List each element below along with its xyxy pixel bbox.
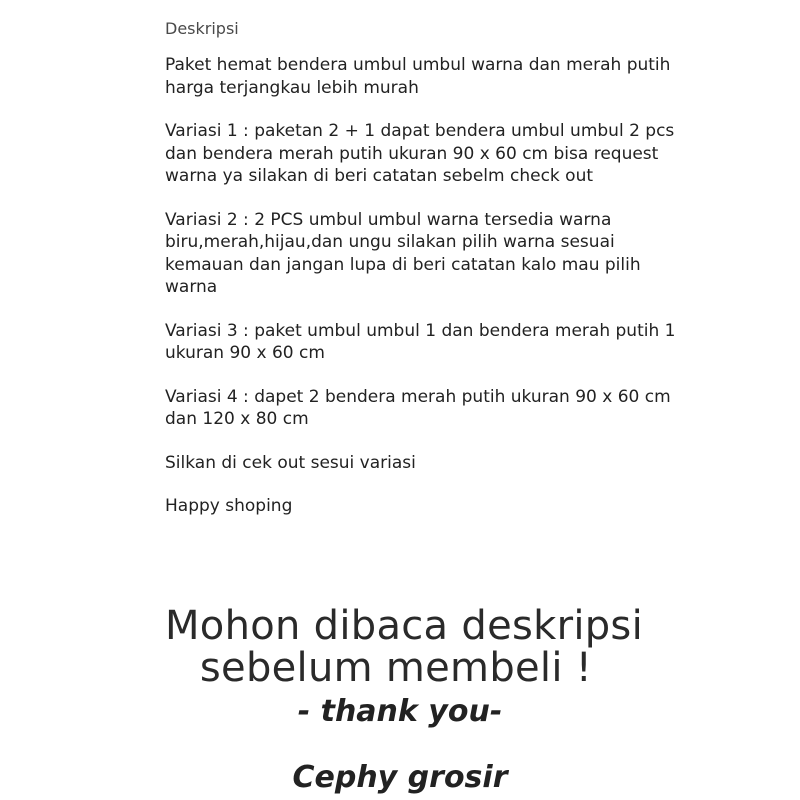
text-line: dan bendera merah putih ukuran 90 x 60 cm bisa request [165,143,659,164]
description-section [165,18,765,539]
paragraph-variant-4 [165,386,765,431]
paragraph-variant-2 [165,209,765,299]
paragraph-variant-1 [165,120,765,188]
paragraph-checkout-note [165,452,765,475]
text-line: ukuran 90 x 60 cm [165,343,325,363]
paragraph-intro [165,54,765,99]
text-line: warna [165,277,218,297]
text-line: Paket hemat bendera umbul umbul warna dan merah putih [165,55,671,75]
text-line: Silkan di cek out sesui variasi [165,452,416,473]
text-line: Happy shoping [165,496,293,516]
brand-name: Cephy grosir [292,760,508,795]
paragraph-closing [165,495,765,518]
text-line: Variasi 2 : 2 PCS umbul umbul warna tersedia warna [165,209,612,230]
notice-line-1: Mohon dibaca deskripsi [164,603,643,649]
description-heading: Deskripsi [165,19,239,38]
text-line: harga terjangkau lebih murah [165,77,419,98]
text-line: warna ya silakan di beri catatan sebelm check out [165,166,594,186]
thank-you-text: - thank you- [297,694,503,729]
text-line: Variasi 1 : paketan 2 + 1 dapat bendera umbul umbul 2 pcs [165,121,675,141]
text-line: Variasi 4 : dapet 2 bendera merah putih ukuran 90 x 60 cm [165,386,671,407]
text-line: Variasi 3 : paket umbul umbul 1 dan bendera merah putih 1 [165,320,676,341]
text-line: kemauan dan jangan lupa di beri catatan kalo mau pilih [165,254,641,275]
text-line: dan 120 x 80 cm [165,409,309,429]
text-line: biru,merah,hijau,dan ungu silakan pilih warna sesuai [165,232,615,252]
paragraph-variant-3 [165,320,765,365]
notice-line-2: sebelum membeli ! [199,645,593,691]
